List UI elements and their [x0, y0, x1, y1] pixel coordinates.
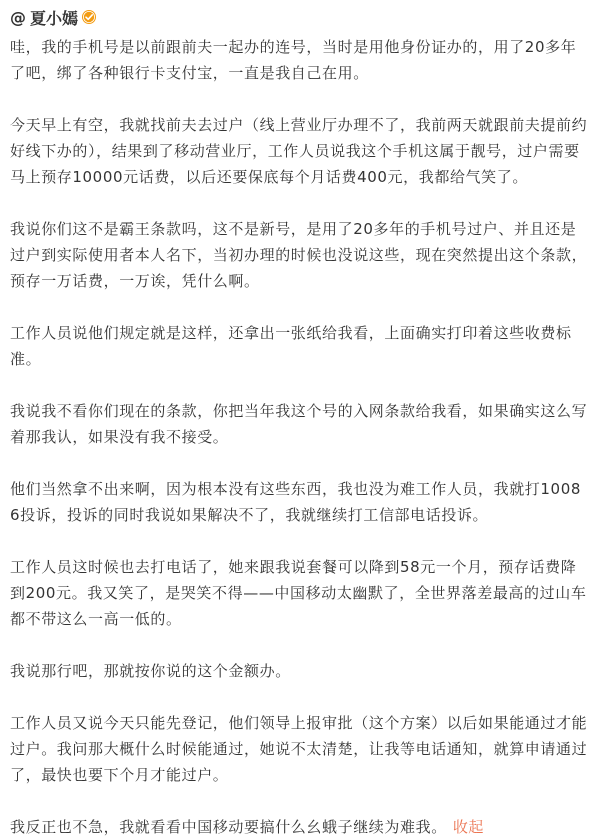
author-row: [10, 0, 588, 34]
paragraph-6: 他们当然拿不出来啊，因为根本没有这些东西，我也没为难工作人员，我就打10086投诉，投诉的同时我说如果解决不了，我就继续打工信部电话投诉。: [10, 480, 581, 524]
paragraph-9: 工作人员又说今天只能先登记，他们领导上报审批（这个方案）以后如果能通过才能过户。我问那大概什么时候能通过，她说不太清楚，让我等电话通知，就算申请通过了，最快也要下个月才能过户。: [10, 714, 588, 784]
last-paragraph-text: 我反正也不急，我就看看中国移动要搞什么幺蛾子继续为难我。: [10, 818, 447, 836]
paragraph-1: 哇，我的手机号是以前跟前夫一起办的连号，当时是用他身份证办的，用了20多年了吧，绑了各种银行卡支付宝，一直是我自己在用。: [10, 38, 577, 82]
paragraph-8: 我说那行吧，那就按你说的这个金额办。: [10, 662, 291, 680]
post-body: [10, 34, 588, 840]
paragraph-4: 工作人员说他们规定就是这样，还拿出一张纸给我看，上面确实打印着这些收费标准。: [10, 324, 572, 368]
author-at-sign: @: [10, 7, 26, 27]
paragraph-3: 我说你们这不是霸王条款吗，这不是新号，是用了20多年的手机号过户、并且还是过户到实际使用者本人名下，当初办理的时候也没说这些，现在突然提出这个条款，预存一万话费，一万诶，凭什么啊。: [10, 220, 588, 290]
verified-badge-icon: [82, 10, 96, 24]
paragraph-2: 今天早上有空，我就找前夫去过户（线上营业厅办理不了，我前两天就跟前夫提前约好线下办的），结果到了移动营业厅，工作人员说我这个手机这属于靓号，过户需要马上预存10000元话费，以后还要保底每个月话费400元，我都给气笑了。: [10, 116, 588, 186]
paragraph-5: 我说我不看你们现在的条款，你把当年我这个号的入网条款给我看，如果确实这么写着那我认，如果没有我不接受。: [10, 402, 588, 446]
collapse-link[interactable]: 收起: [452, 818, 485, 836]
paragraph-10: [10, 814, 588, 840]
paragraph-7: 工作人员这时候也去打电话了，她来跟我说套餐可以降到58元一个月，预存话费降到200元。我又笑了，是哭笑不得——中国移动太幽默了，全世界落差最高的过山车都不带这么一高一低的。: [10, 558, 587, 628]
author-name[interactable]: 夏小嫣: [30, 8, 79, 28]
